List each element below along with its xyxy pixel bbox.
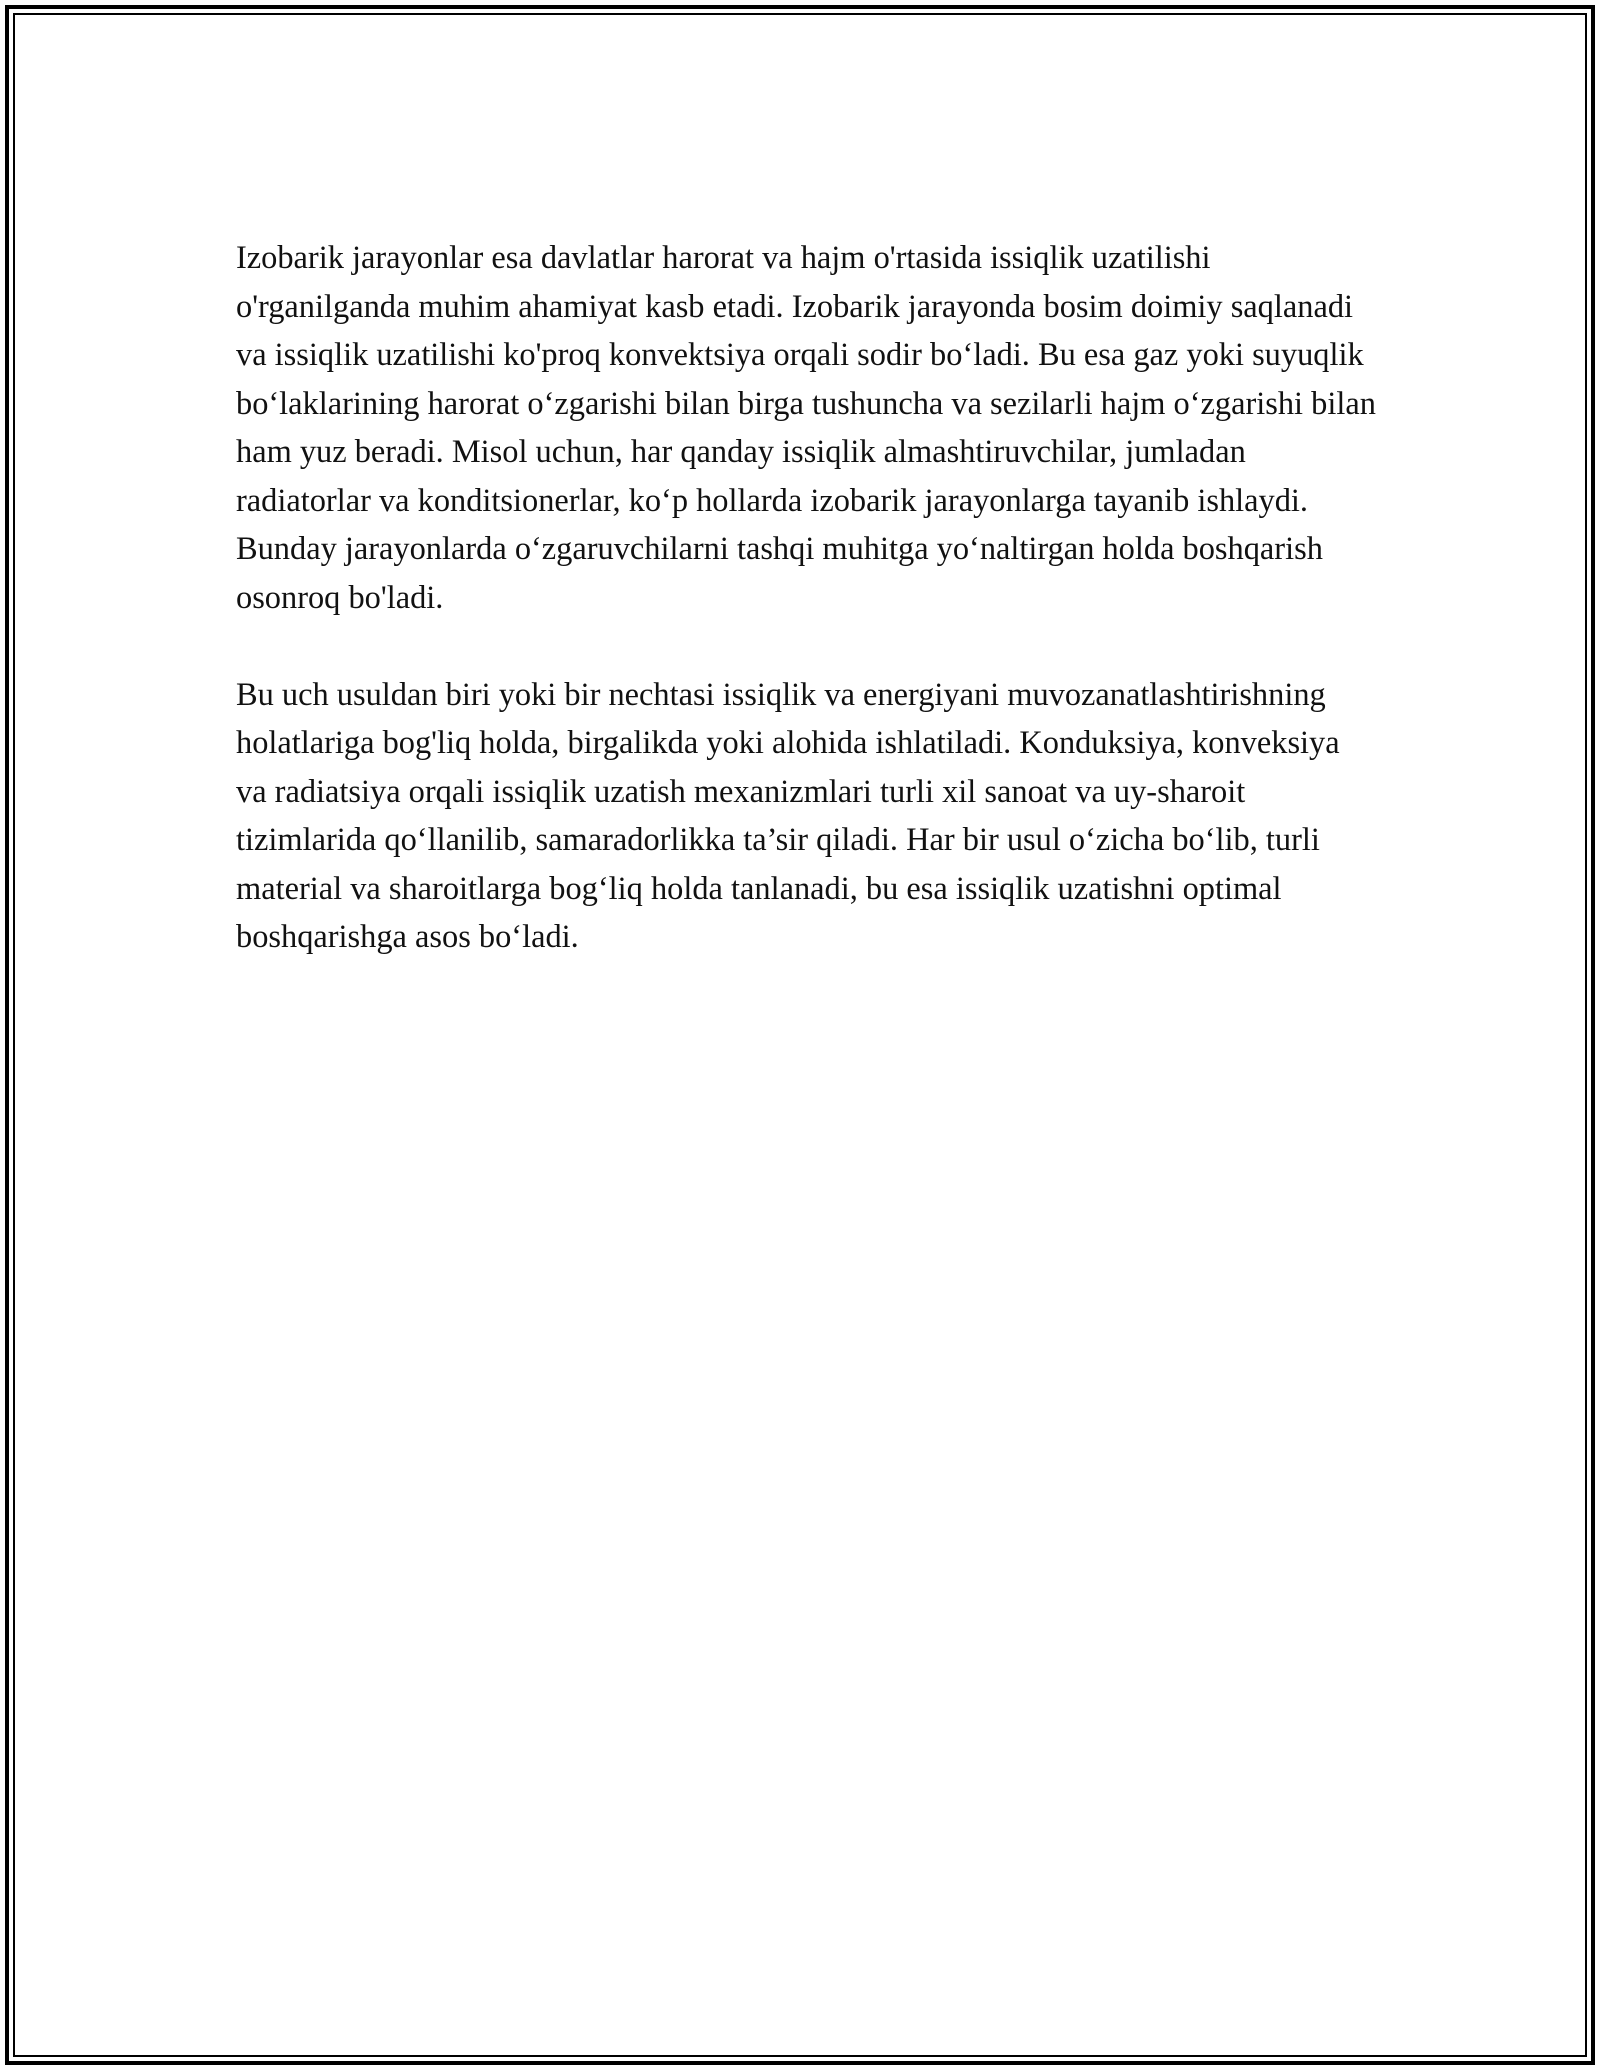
paragraph-isobaric-processes: Izobarik jarayonlar esa davlatlar harorat va hajm o'rtasida issiqlik uzatilishi o'rganilganda muhim ahamiyat kasb etadi. Izobarik jarayonda bosim doimiy saqlanadi va issiqlik uzatilishi ko'proq konvektsiya orqali sodir bo‘ladi. Bu esa gaz yoki suyuqlik bo‘laklarining harorat o‘zgarishi bilan birga tushuncha va sezilarli hajm o‘zgarishi bilan ham yuz beradi. Misol uchun, har qanday issiqlik almashtiruvchilar, jumladan radiatorlar va konditsionerlar, ko‘p hollarda izobarik jarayonlarga tayanib ishlaydi. Bunday jarayonlarda o‘zgaruvchilarni tashqi muhitga yo‘naltirgan holda boshqarish osonroq bo'ladi. [236,240,1376,616]
paragraph-heat-transfer-methods: Bu uch usuldan biri yoki bir nechtasi issiqlik va energiyani muvozanatlashtirishning holatlariga bog'liq holda, birgalikda yoki alohida ishlatiladi. Konduksiya, konveksiya va radiatsiya orqali issiqlik uzatish mexanizmlari turli xil sanoat va uy-sharoit tizimlarida qo‘llanilib, samaradorlikka ta’sir qiladi. Har bir usul o‘zicha bo‘lib, turli material va sharoitlarga bog‘liq holda tanlanadi, bu esa issiqlik uzatishni optimal boshqarishga asos bo‘ladi. [236,676,1340,955]
document-body [236,234,1376,1010]
